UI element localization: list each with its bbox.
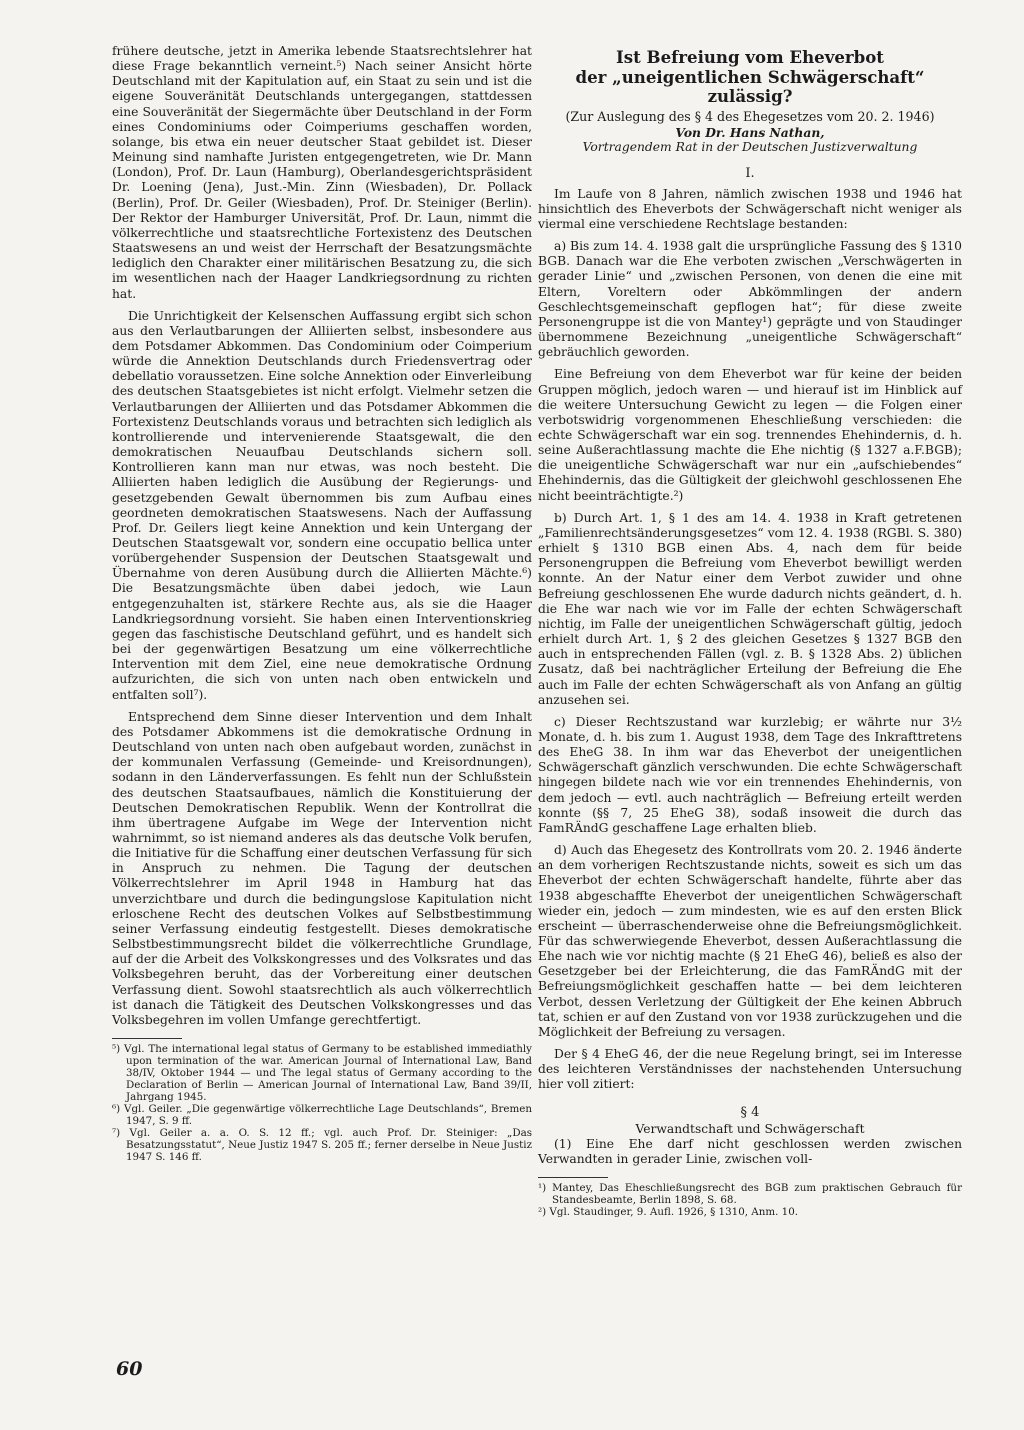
footnote: ⁶) Vgl. Geiler. „Die gegenwärtige völkerrechtliche Lage Deutschlands“, Bremen 1947, S. 9 ff. — [112, 1103, 532, 1127]
footnote: ⁵) Vgl. The international legal status of Germany to be established immediathly upon termination of the war. American Journal of International Law, Band 38/IV, Oktober 1944 — und The legal status of Germany according to the Declaration of Berlin — American Journal of International Law, Band 39/II, Jahrgang 1945. — [112, 1043, 532, 1103]
author-role: Vortragendem Rat in der Deutschen Justizverwaltung — [582, 140, 918, 154]
footnote: ¹) Mantey, Das Eheschließungsrecht des BGB zum praktischen Gebrauch für Standesbeamte, Berlin 1898, S. 68. — [538, 1182, 962, 1207]
body-paragraph: Entsprechend dem Sinne dieser Intervention und dem Inhalt des Potsdamer Abkommens ist die demokratische Ordnung in Deutschland von unten nach oben aufgebaut worden, zunächst in der kommunalen Verfassung (Gemeinde- und Kreisordnungen), sodann in den Länderverfassungen. Es fehlt nun der Schlußstein des deutschen Staatsaufbaues, nämlich die Konstituierung der Deutschen Demokratischen Republik. Wenn der Kontrollrat die ihm übertragene Aufgabe im Wege der Intervention nicht wahrnimmt, so ist niemand anderes als das deutsche Volk berufen, die Initiative für die Schaffung einer deutschen Verfassung für sich in Anspruch zu nehmen. Die Tagung der deutschen Völkerrechtslehrer im April 1948 in Hamburg hat das unverzichtbare und durch die bedingungslose Kapitulation nicht erloschene Recht des deutschen Volkes auf Selbstbestimmung seiner Verfassung eindeutig festgestellt. Dieses demokratische Selbstbestimmungsrecht bildet die völkerrechtliche Grundlage, auf der die Arbeit des Volkskongresses und des Volksrates und das Volksbegehren beruht, das der Vorbereitung einer deutschen Verfassung dient. Sowohl staatsrechtlich als auch völkerrechtlich ist danach die Tätigkeit des Deutschen Volkskongresses und das Volksbegehren im vollen Umfange gerechtfertigt. — [112, 709, 532, 1027]
body-paragraph: d) Auch das Ehegesetz des Kontrollrats vom 20. 2. 1946 änderte an dem vorherigen Rechtszustande nichts, soweit es sich um das Eheverbot der echten Schwägerschaft handelte, führte aber das 1938 abgeschaffte Eheverbot der uneigentlichen Schwägerschaft wieder ein, jedoch — zum mindesten, wie es auf den ersten Blick erscheint — überraschenderweise ohne die Befreiungsmöglichkeit. Für das schwerwiegende Eheverbot, dessen Außerachtlassung die Ehe nach wie vor nichtig machte (§ 21 EheG 46), beließ es also der Gesetzgeber bei der Erleichterung, die das FamRÄndG mit der Befreiungsmöglichkeit geschaffen hatte — bei dem leichteren Verbot, dessen Verletzung der Gültigkeit der Ehe keinen Abbruch tat, schien er auf den Zustand von vor 1938 zurückzugehen und die Möglichkeit der Befreiung zu versagen. — [538, 843, 962, 1039]
body-paragraph: frühere deutsche, jetzt in Amerika lebende Staatsrechtslehrer hat diese Frage bekanntlich verneint.⁵) Nach seiner Ansicht hörte Deutschland mit der Kapitulation auf, ein Staat zu sein und ist die eigene Souveränität Deutschlands untergegangen, stattdessen eine Souveränität der Siegermächte über Deutschland in der Form eines Condominiums oder Coimperiums geschaffen worden, solange, bis etwa ein neuer deutscher Staat gebildet ist. Dieser Meinung sind namhafte Juristen entgegengetreten, wie Dr. Mann (London), Prof. Dr. Laun (Hamburg), Oberlandesgerichtspräsident Dr. Loening (Jena), Just.-Min. Zinn (Wiesbaden), Dr. Pollack (Berlin), Prof. Dr. Geiler (Wiesbaden), Prof. Dr. Steiniger (Berlin). Der Rektor der Hamburger Universität, Prof. Dr. Laun, nimmt die völkerrechtliche und staatsrechtliche Fortexistenz des Deutschen Staatswesens an und weist der Herrschaft der Besatzungsmächte lediglich den Charakter einer militärischen Besatzung zu, die sich im wesentlichen nach der Haager Landkriegsordnung zu richten hat. — [112, 44, 532, 301]
law-section-number: § 4 — [740, 1104, 760, 1120]
footnote-divider — [538, 1177, 608, 1178]
body-paragraph: c) Dieser Rechtszustand war kurzlebig; er währte nur 3½ Monate, d. h. bis zum 1. August 1938, dem Tage des Inkrafttretens des EheG 38. In ihm war das Eheverbot der uneigentlichen Schwägerschaft gänzlich verschwunden. Die echte Schwägerschaft hingegen bildete nach wie vor ein trennendes Ehehindernis, von dem jedoch — evtl. auch nachträglich — Befreiung erteilt werden konnte (§§ 7, 25 EheG 38), sodaß insoweit die durch das FamRÄndG geschaffene Lage erhalten blieb. — [538, 714, 962, 835]
author-byline: Von Dr. Hans Nathan, — [675, 124, 825, 140]
right-column — [538, 44, 962, 1218]
body-paragraph: a) Bis zum 14. 4. 1938 galt die ursprüngliche Fassung des § 1310 BGB. Danach war die Ehe verboten zwischen „Verschwägerten in gerader Linie“ und „zwischen Personen, von denen die eine mit Eltern, Voreltern oder Abkömmlingen der andern Geschlechtsgemeinschaft gepflogen hat“; für diese zweite Personengruppe ist die von Mantey¹) geprägte und von Staudinger übernommene Bezeichnung „uneigentliche Schwägerschaft“ gebräuchlich geworden. — [538, 239, 962, 360]
article-title-line1: Ist Befreiung vom Eheverbot — [616, 47, 884, 67]
body-paragraph: b) Durch Art. 1, § 1 des am 14. 4. 1938 in Kraft getretenen „Familienrechtsänderungsgesetzes“ vom 12. 4. 1938 (RGBl. S. 380) erhielt § 1310 BGB einen Abs. 4, nach dem für beide Personengruppen die Befreiung vom Eheverbot bewilligt werden konnte. An der Natur einer dem Verbot zuwider und ohne Befreiung geschlossenen Ehe wurde dadurch nichts geändert, d. h. die Ehe war nach wie vor im Falle der echten Schwägerschaft nichtig, im Falle der uneigentlichen Schwägerschaft gültig, jedoch erhielt durch Art. 1, § 2 des gleichen Gesetzes § 1327 BGB den auch in entsprechenden Fällen (vgl. z. B. § 1328 Abs. 2) üblichen Zusatz, daß bei nachträglicher Erteilung der Befreiung die Ehe auch im Falle der echten Schwägerschaft als von Anfang an gültig anzusehen sei. — [538, 510, 962, 707]
left-column — [112, 44, 532, 1163]
footnote: ²) Vgl. Staudinger, 9. Aufl. 1926, § 1310, Anm. 10. — [538, 1206, 799, 1219]
article-title-line2: der „uneigentlichen Schwägerschaft“ zulässig? — [575, 66, 925, 106]
footnote-divider — [112, 1038, 182, 1039]
law-text: (1) Eine Ehe darf nicht geschlossen werden zwischen Verwandten in gerader Linie, zwischen voll- — [538, 1136, 962, 1167]
section-number: I. — [745, 165, 755, 181]
body-paragraph: Im Laufe von 8 Jahren, nämlich zwischen 1938 und 1946 hat hinsichtlich des Eheverbots der Schwägerschaft nicht weniger als viermal eine verschiedene Rechtslage bestanden: — [538, 186, 962, 231]
article-title — [538, 48, 962, 107]
law-heading: Verwandtschaft und Schwägerschaft — [635, 1121, 865, 1136]
body-paragraph: Eine Befreiung von dem Eheverbot war für keine der beiden Gruppen möglich, jedoch waren — und hierauf ist im Hinblick auf die weitere Untersuchung Gewicht zu legen — die Folgen einer verbotswidrig vorgenommenen Eheschließung verschieden: die echte Schwägerschaft war ein sog. trennendes Ehehindernis, d. h. seine Außerachtlassung machte die Ehe nichtig (§ 1327 a.F.BGB); die uneigentliche Schwägerschaft war nur ein „aufschiebendes“ Ehehindernis, das die Gültigkeit der gleichwohl geschlossenen Ehe nicht beeinträchtigte.²) — [538, 367, 962, 503]
page-number: 60 — [116, 1358, 143, 1380]
article-subtitle: (Zur Auslegung des § 4 des Ehegesetzes vom 20. 2. 1946) — [565, 108, 935, 124]
footnote: ⁷) Vgl. Geiler a. a. O. S. 12 ff.; vgl. auch Prof. Dr. Steiniger: „Das Besatzungsstatut“, Neue Justiz 1947 S. 205 ff.; ferner derselbe in Neue Justiz 1947 S. 146 ff. — [112, 1127, 532, 1163]
body-paragraph: Die Unrichtigkeit der Kelsenschen Auffassung ergibt sich schon aus den Verlautbarungen der Alliierten selbst, insbesondere aus dem Potsdamer Abkommen. Das Condominium oder Coimperium würde die Annektion Deutschlands durch Friedensvertrag oder debellatio voraussetzen. Eine solche Annektion oder Einverleibung des deutschen Staatsgebietes ist nicht erfolgt. Vielmehr setzen die Verlautbarungen der Alliierten und das Potsdamer Abkommen die Fortexistenz Deutschlands voraus und betrachten sich lediglich als kontrollierende und intervenierende Staatsgewalt, die den demokratischen Neuaufbau Deutschlands sichern soll. Kontrollieren kann man nur etwas, was noch besteht. Die Alliierten haben lediglich die Ausübung der Regierungs- und gesetzgebenden Gewalt übernommen bis zum Aufbau eines geordneten demokratischen Staatswesens. Nach der Auffassung Prof. Dr. Geilers liegt keine Annektion und kein Untergang der Deutschen Staatsgewalt vor, sondern eine occupatio bellica unter vorübergehender Suspension der Deutschen Staatsgewalt und Übernahme von deren Ausübung durch die Alliierten Mächte.⁶) Die Besatzungsmächte üben dabei jedoch, wie Laun entgegenzuhalten ist, stärkere Rechte aus, als sie die Haager Landkriegsordnung vorsieht. Sie haben einen Interventionskrieg gegen das faschistische Deutschland geführt, und es handelt sich bei der gegenwärtigen Besatzung um eine völkerrechtliche Intervention mit dem Ziel, eine neue demokratische Ordnung aufzurichten, die sich von unten nach oben entwickeln und entfalten soll⁷). — [112, 308, 532, 702]
body-paragraph: Der § 4 EheG 46, der die neue Regelung bringt, sei im Interesse des leichteren Verständnisses der nachstehenden Untersuchung hier voll zitiert: — [538, 1047, 962, 1092]
